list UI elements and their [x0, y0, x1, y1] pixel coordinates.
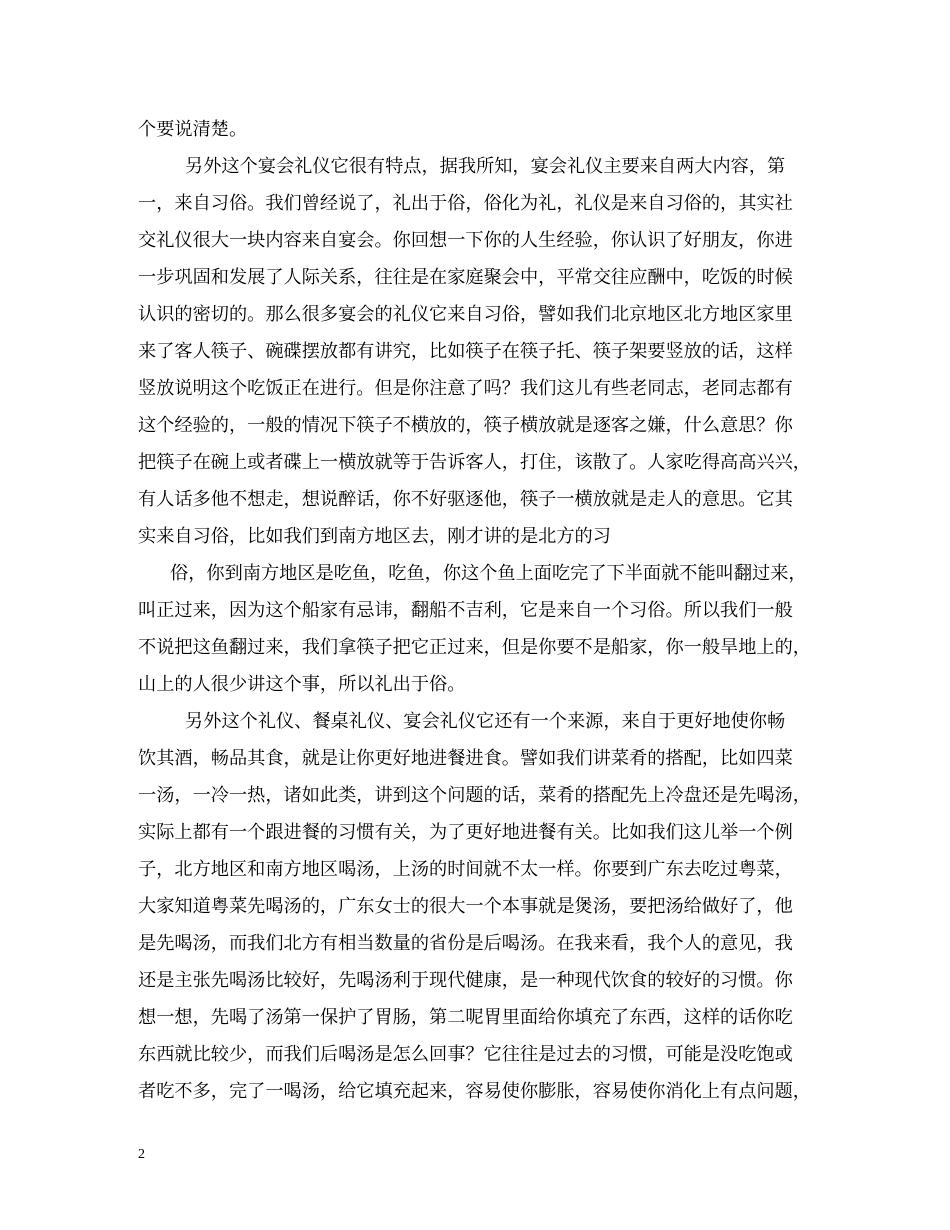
text-line: 子，北方地区和南方地区喝汤，上汤的时间就不太一样。你要到广东去吃过粤菜， — [138, 859, 793, 880]
text-line: 有人话多他不想走，想说醉话，你不好驱逐他，筷子一横放就是走人的意思。它其 — [138, 489, 793, 510]
text-line: 者吃不多，完了一喝汤，给它填充起来，容易使你膨胀，容易使你消化上有点问题， — [138, 1081, 811, 1102]
text-line: 实际上都有一个跟进餐的习惯有关，为了更好地进餐有关。比如我们这儿举一个例 — [138, 822, 793, 843]
text-line: 大家知道粤菜先喝汤的，广东女士的很大一个本事就是煲汤，要把汤给做好了，他 — [138, 896, 793, 917]
text-line: 想一想，先喝了汤第一保护了胃肠，第二呢胃里面给你填充了东西，这样的话你吃 — [138, 1007, 793, 1028]
text-line: 饮其酒，畅品其食，就是让你更好地进餐进食。譬如我们讲菜肴的搭配，比如四菜 — [138, 748, 793, 769]
text-line: 一汤，一冷一热，诸如此类，讲到这个问题的话，菜肴的搭配先上冷盘还是先喝汤， — [138, 785, 811, 806]
paragraph-first-line: 俗，你到南方地区是吃鱼，吃鱼，你这个鱼上面吃完了下半面就不能叫翻过来， — [170, 563, 807, 584]
text-line: 实来自习俗，比如我们到南方地区去，刚才讲的是北方的习 — [138, 526, 611, 547]
text-line: 东西就比较少，而我们后喝汤是怎么回事？它往往是过去的习惯，可能是没吃饱或 — [138, 1044, 793, 1065]
text-line: 山上的人很少讲这个事，所以礼出于俗。 — [138, 674, 466, 695]
page-number: 2 — [138, 1147, 145, 1162]
text-line: 一，来自习俗。我们曾经说了，礼出于俗，俗化为礼，礼仪是来自习俗的，其实社 — [138, 193, 793, 214]
text-line: 一步巩固和发展了人际关系，往往是在家庭聚会中，平常交往应酬中，吃饭的时候 — [138, 267, 793, 288]
paragraph-first-line: 另外这个礼仪、餐桌礼仪、宴会礼仪它还有一个来源，来自于更好地使你畅 — [185, 711, 786, 732]
text-line: 不说把这鱼翻过来，我们拿筷子把它正过来，但是你要不是船家，你一般旱地上的， — [138, 637, 811, 658]
paragraph-first-line: 另外这个宴会礼仪它很有特点，据我所知，宴会礼仪主要来自两大内容，第 — [185, 156, 786, 177]
text-line: 把筷子在碗上或者碟上一横放就等于告诉客人，打住，该散了。人家吃得高高兴兴， — [138, 452, 811, 473]
text-line: 来了客人筷子、碗碟摆放都有讲究，比如筷子在筷子托、筷子架要竖放的话，这样 — [138, 341, 793, 362]
text-line: 叫正过来，因为这个船家有忌讳，翻船不吉利，它是来自一个习俗。所以我们一般 — [138, 600, 793, 621]
text-line: 认识的密切的。那么很多宴会的礼仪它来自习俗，譬如我们北京地区北方地区家里 — [138, 304, 793, 325]
text-line: 个要说清楚。 — [138, 119, 248, 140]
text-line: 这个经验的，一般的情况下筷子不横放的，筷子横放就是逐客之嫌，什么意思？你 — [138, 415, 793, 436]
text-line: 是先喝汤，而我们北方有相当数量的省份是后喝汤。在我来看，我个人的意见，我 — [138, 933, 793, 954]
text-line: 还是主张先喝汤比较好，先喝汤利于现代健康，是一种现代饮食的较好的习惯。你 — [138, 970, 793, 991]
text-line: 交礼仪很大一块内容来自宴会。你回想一下你的人生经验，你认识了好朋友，你进 — [138, 230, 793, 251]
text-line: 竖放说明这个吃饭正在进行。但是你注意了吗？我们这儿有些老同志，老同志都有 — [138, 378, 793, 399]
